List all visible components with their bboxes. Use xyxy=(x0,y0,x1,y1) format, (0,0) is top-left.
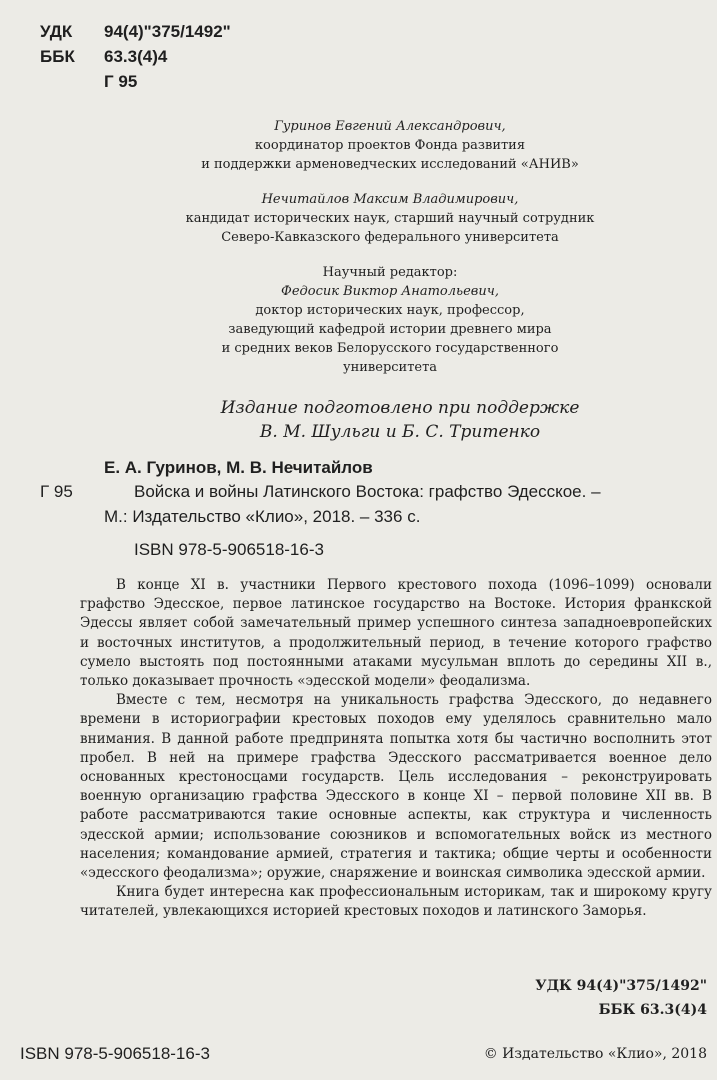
bib-isbn: ISBN 978-5-906518-16-3 xyxy=(134,540,324,559)
editor-block xyxy=(140,263,640,377)
annotation xyxy=(80,576,712,922)
author-name: Гуринов Евгений Александрович, xyxy=(274,119,506,134)
support-line: Издание подготовлено при поддержке xyxy=(220,398,580,418)
editor-info-line: доктор исторических наук, профессор, xyxy=(255,303,525,318)
author-block-1 xyxy=(140,117,640,174)
author-info-line: кандидат исторических наук, старший научный сотрудник xyxy=(185,211,595,226)
editor-info-line: заведующий кафедрой истории древнего мира xyxy=(228,322,552,337)
bib-title-line: Войска и войны Латинского Востока: графство Эдесское. – xyxy=(134,482,601,501)
udk-value: 94(4)"375/1492" xyxy=(104,22,231,41)
bib-mark: Г 95 xyxy=(40,482,73,501)
udk-label: УДК xyxy=(40,22,73,41)
author-info-line: Северо-Кавказского федерального университета xyxy=(221,230,559,245)
author-name: Нечитайлов Максим Владимирович, xyxy=(261,192,519,207)
footer-isbn: ISBN 978-5-906518-16-3 xyxy=(20,1044,210,1063)
bib-publisher-line: М.: Издательство «Клио», 2018. – 336 с. xyxy=(104,507,421,526)
bbk-label: ББК xyxy=(40,47,75,66)
editor-info-line: и средних веков Белорусского государственного xyxy=(221,341,559,356)
editor-info-line: университета xyxy=(342,360,438,375)
editor-name: Федосик Виктор Анатольевич, xyxy=(281,284,499,299)
author-mark: Г 95 xyxy=(104,72,138,91)
author-block-2 xyxy=(110,190,670,247)
author-info-line: и поддержки арменоведческих исследований «АНИВ» xyxy=(201,157,579,172)
annotation-paragraph: В конце XI в. участники Первого крестового похода (1096–1099) основали графство Эдесское, первое латинское государство на Востоке. История франкской Эдессы являет собой замечательный пример успешного синтеза западноевропейских и восточных институтов, а продолжительный период, в течение которого графство сумело выстоять под постоянными атаками мусульман вплоть до середины XII в., только доказывает прочность «эдесской модели» феодализма. xyxy=(80,577,712,690)
bbk-value: 63.3(4)4 xyxy=(104,47,168,66)
editor-heading: Научный редактор: xyxy=(322,265,458,280)
support-block xyxy=(140,396,660,444)
footer-bbk: ББК 63.3(4)4 xyxy=(598,1002,707,1018)
support-sponsors: В. М. Шульги и Б. С. Тритенко xyxy=(259,422,541,442)
annotation-paragraph: Вместе с тем, несмотря на уникальность графства Эдесского, до недавнего времени в историографии крестовых походов ему уделялось сравнительно мало внимания. В данной работе предпринята попытка хотя бы частично восполнить этот пробел. В ней на примере графства Эдесского рассматривается военное дело основанных крестоносцами государств. Цель исследования – реконструировать военную организацию графства Эдесского в конце XI – первой половине XII вв. В работе рассматриваются такие основные аспекты, как структура и численность эдесской армии; использование союзников и вспомогательных войск из местного населения; командование армией, стратегия и тактика; общие черты и особенности «эдесского феодализма»; оружие, снаряжение и воинская символика эдесской армии. xyxy=(80,692,712,882)
footer-copyright: © Издательство «Клио», 2018 xyxy=(483,1046,707,1062)
footer-udk: УДК 94(4)"375/1492" xyxy=(535,978,707,994)
author-info-line: координатор проектов Фонда развития xyxy=(254,138,526,153)
annotation-paragraph: Книга будет интересна как профессиональным историкам, так и широкому кругу читателей, увлекающихся историей крестовых походов и латинского Заморья. xyxy=(80,884,712,920)
bib-authors: Е. А. Гуринов, М. В. Нечитайлов xyxy=(104,458,373,477)
